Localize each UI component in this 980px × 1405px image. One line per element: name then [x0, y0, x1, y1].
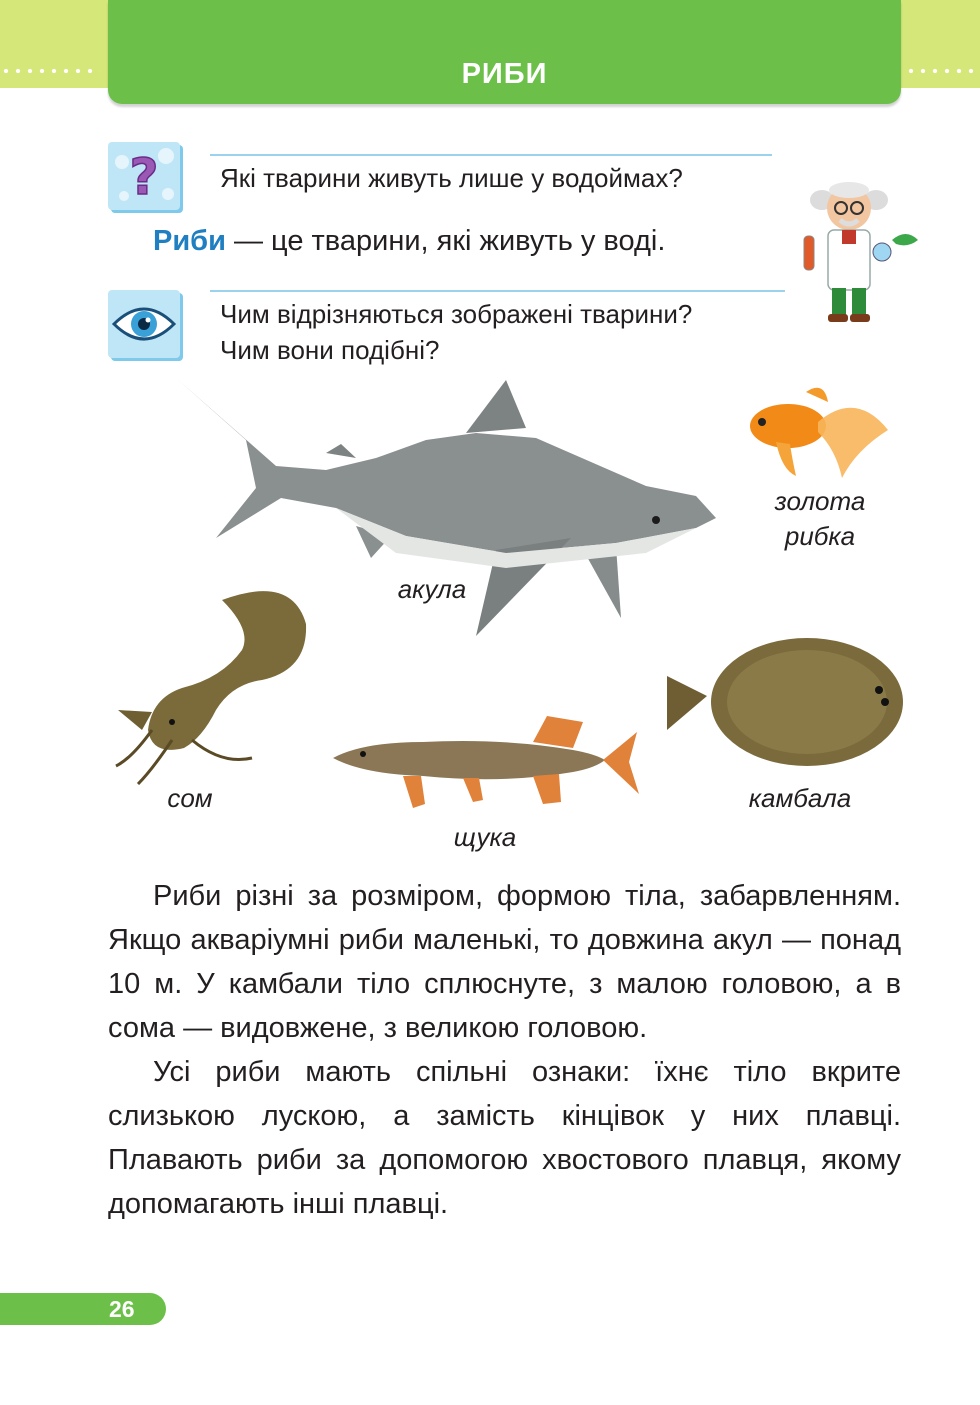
caption-catfish: сом: [167, 783, 213, 813]
observe-line-2: Чим вони подібні?: [220, 335, 440, 365]
catfish-image: [112, 580, 312, 785]
caption-flounder: камбала: [748, 783, 852, 813]
header-band-left: [0, 0, 120, 88]
definition-term: Риби: [153, 225, 226, 257]
svg-text:?: ?: [129, 148, 159, 206]
header-band-right: [890, 0, 980, 88]
caption-pike: щука: [453, 822, 517, 852]
definition: [153, 225, 665, 258]
page-number: 26: [109, 1296, 135, 1322]
body-text: [108, 874, 901, 1226]
scientist-illustration: [796, 178, 926, 328]
caption-shark: акула: [397, 574, 467, 604]
caption-goldfish-line-1: золота: [774, 486, 866, 516]
paragraph-1: Риби різні за розміром, формою тіла, забарвленням. Якщо акваріумні риби маленькі, то довжина акул — понад 10 м. У камбали тіло сплюснуте, з малою головою, а в сома — видовжене, з великою головою.: [108, 880, 901, 1044]
flounder-image: [667, 632, 903, 770]
observe-line-1: Чим відрізняються зображені тварини?: [220, 299, 693, 329]
caption-goldfish-line-2: рибка: [784, 521, 856, 551]
definition-text: — це тварини, які живуть у воді.: [225, 225, 666, 257]
eye-icon: [108, 290, 180, 358]
page-number-tab: [0, 1293, 166, 1325]
question-text: Які тварини живуть лише у водоймах?: [220, 163, 683, 193]
header-dots-left: [0, 68, 100, 74]
page-title: РИБИ: [461, 58, 548, 90]
header-banner: [108, 0, 901, 104]
pike-image: [333, 712, 641, 812]
observe-rule: [210, 290, 785, 292]
question-mark-icon: [108, 142, 180, 210]
header-dots-right: [905, 68, 980, 74]
question-rule: [210, 154, 772, 156]
goldfish-image: [746, 380, 891, 480]
paragraph-2: Усі риби мають спільні ознаки: їхнє тіло вкрите слизькою лускою, а замість кінцівок у них плавці. Плавають риби за допомогою хвостового плавця, якому допомагають інші плавці.: [108, 1056, 901, 1220]
